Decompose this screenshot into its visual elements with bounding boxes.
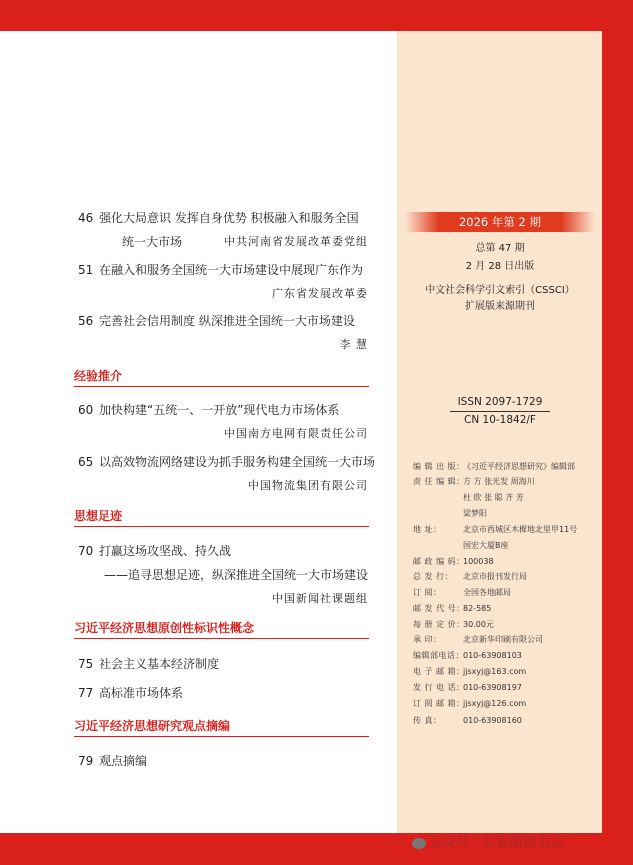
info-row [413, 683, 522, 693]
page-number: 79 [78, 754, 94, 768]
info-label: 总 发 行： [413, 572, 454, 581]
info-row [413, 572, 527, 582]
watermark [412, 831, 563, 851]
info-value: 30.00元 [463, 620, 494, 629]
info-value: 杜 欣 张 聪 齐 芳 [463, 493, 524, 502]
info-label: 每 册 定 价： [413, 620, 465, 629]
cn-number: CN 10-1842/F [464, 414, 536, 426]
info-row [413, 716, 522, 726]
section-header-digest [74, 718, 369, 737]
article-title: 社会主义基本经济制度 [99, 657, 220, 671]
article-title: 在融入和服务全国统一大市场建设中展现广东作为 [99, 263, 364, 277]
masthead-panel [397, 31, 602, 833]
page-number: 77 [78, 686, 94, 700]
section-header-concepts [74, 620, 369, 639]
info-row [413, 493, 524, 503]
info-row [413, 509, 487, 519]
info-row [413, 651, 522, 661]
article-title: 完善社会信用制度 纵深推进全国统一大市场建设 [99, 314, 355, 328]
red-border-right [602, 0, 633, 865]
article-title: 打赢这场攻坚战、持久战 [99, 544, 232, 558]
article-title: 以高效物流网络建设为抓手服务构建全国统一大市场 [99, 455, 376, 469]
section-title: 思想足迹 [74, 509, 123, 523]
info-value: 北京新华印刷有限公司 [463, 635, 543, 644]
info-row [413, 620, 494, 630]
info-label: 发 行 电 话： [413, 683, 465, 692]
info-value: 010-63908103 [463, 651, 522, 660]
info-row [413, 588, 511, 598]
info-row [413, 635, 543, 645]
info-label: 邮 政 编 码： [413, 557, 465, 566]
info-value: 国宏大厦B座 [463, 541, 509, 550]
info-label: 编 辑 出 版： [413, 462, 465, 471]
info-row [413, 667, 526, 677]
article-title: 加快构建“五统一、一开放”现代电力市场体系 [99, 403, 340, 417]
info-row [413, 699, 526, 709]
article-author: 李 慧 [339, 338, 368, 351]
article-subtitle: ——追寻思想足迹，纵深推进全国统一大市场建设 [103, 568, 368, 582]
info-label: 订 阅： [413, 588, 442, 597]
info-label: 地 址： [413, 525, 442, 534]
info-value: jjsxyj@163.com [463, 667, 527, 676]
total-issue: 总第 47 期 [475, 243, 525, 254]
issn-divider [450, 411, 550, 412]
info-row [413, 541, 509, 551]
info-value: 北京市报刊发行局 [463, 572, 527, 581]
info-value: 82-585 [463, 604, 492, 613]
info-value: 北京市西城区木樨地北里甲11号 [463, 525, 578, 534]
info-value: 010-63908160 [463, 716, 522, 725]
section-header-footprints [74, 508, 369, 527]
article-author: 中国新闻社课题组 [272, 592, 368, 605]
cssci-line-2: 扩展版来源期刊 [465, 301, 535, 312]
info-label: 订 阅 邮 箱： [413, 699, 465, 708]
info-row [413, 477, 535, 487]
info-row [413, 604, 491, 614]
info-value: 100038 [463, 557, 494, 566]
section-header-experience [74, 368, 369, 387]
issn-number: ISSN 2097-1729 [457, 396, 543, 408]
article-title: 强化大局意识 发挥自身优势 积极融入和服务全国 [99, 211, 359, 225]
info-label: 传 真： [413, 716, 442, 725]
article-author: 中共河南省发展改革委党组 [224, 235, 368, 248]
info-row [413, 525, 577, 535]
publication-date: 2 月 28 日出版 [465, 261, 535, 272]
section-title: 习近平经济思想研究观点摘编 [74, 719, 231, 733]
page-number: 75 [78, 657, 94, 671]
section-title: 经验推介 [74, 369, 123, 383]
article-title-continued: 统一大市场 [122, 235, 183, 249]
article-author: 中国物流集团有限公司 [248, 479, 368, 492]
watermark-text: 公众号 · 长安街读书会 [429, 835, 564, 851]
info-value: 全国各地邮局 [463, 588, 511, 597]
info-value: jjsxyj@126.com [463, 699, 527, 708]
issue-banner: 2026 年第 2 期 [405, 212, 595, 232]
info-row [413, 462, 575, 472]
page-number: 56 [78, 314, 94, 328]
info-label: 邮 发 代 号： [413, 604, 465, 613]
article-title: 高标准市场体系 [99, 686, 184, 700]
info-value: 《习近平经济思想研究》编辑部 [463, 462, 575, 471]
info-label: 责 任 编 辑： [413, 477, 465, 486]
page-number: 46 [78, 211, 94, 225]
page-number: 60 [78, 403, 94, 417]
info-row [413, 557, 494, 567]
page-number: 70 [78, 544, 94, 558]
info-value: 010-63908197 [463, 683, 522, 692]
article-title: 观点摘编 [99, 754, 148, 768]
info-value: 梁梦阳 [463, 509, 487, 518]
page-number: 65 [78, 455, 94, 469]
section-title: 习近平经济思想原创性标识性概念 [74, 621, 255, 635]
cssci-line-1: 中文社会科学引文索引（CSSCI） [425, 285, 575, 296]
page-number: 51 [78, 263, 94, 277]
wechat-icon [412, 838, 426, 849]
info-label: 承 印： [413, 635, 442, 644]
info-value: 方 方 张光发 周海川 [463, 477, 535, 486]
article-author: 中国南方电网有限责任公司 [224, 427, 368, 440]
info-label: 编辑部电话： [413, 651, 464, 660]
info-label: 电 子 邮 箱： [413, 667, 465, 676]
article-author: 广东省发展改革委 [272, 287, 368, 300]
